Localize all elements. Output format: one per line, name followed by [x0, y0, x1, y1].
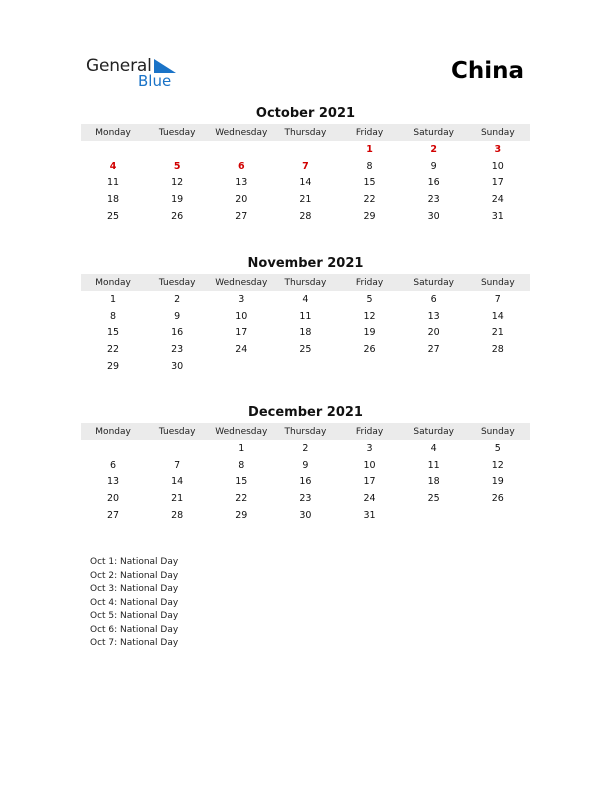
day-cell: 11: [107, 177, 120, 189]
day-cell: 5: [494, 442, 501, 454]
weekday-label: Wednesday: [215, 426, 268, 437]
holiday-day-cell: 3: [494, 143, 502, 155]
week-row: [81, 308, 530, 325]
holiday-note: Oct 2: National Day: [90, 570, 179, 581]
day-cell: 20: [235, 194, 248, 206]
holiday-day-cell: 7: [302, 160, 309, 172]
week-row: [81, 507, 530, 524]
day-cell: 31: [491, 211, 504, 223]
day-cell: 16: [427, 177, 440, 189]
day-cell: 19: [491, 476, 504, 488]
weekday-header-row: [81, 423, 530, 440]
calendar-october: [81, 106, 530, 225]
day-cell: 6: [110, 459, 117, 471]
day-cell: 18: [427, 476, 440, 488]
holiday-day-cell: 5: [173, 160, 181, 172]
calendar-december: [81, 405, 530, 524]
week-row: [81, 175, 530, 192]
day-cell: 9: [430, 160, 437, 172]
holiday-day-cell: 4: [109, 160, 117, 172]
holiday-note: Oct 5: National Day: [90, 611, 179, 621]
holiday-note: Oct 7: National Day: [90, 638, 179, 648]
day-cell: 17: [491, 177, 504, 189]
day-cell: 13: [427, 310, 440, 322]
week-row: [81, 158, 530, 175]
day-cell: 24: [491, 194, 504, 206]
day-cell: 12: [171, 177, 184, 189]
day-cell: 29: [107, 361, 120, 373]
day-cell: 3: [366, 442, 373, 454]
day-cell: 23: [299, 493, 312, 505]
brand-logo: [86, 56, 196, 92]
day-cell: 12: [363, 310, 376, 322]
holiday-day-cell: 2: [430, 143, 437, 155]
day-cell: 21: [171, 493, 184, 505]
day-cell: 1: [110, 293, 117, 305]
day-cell: 27: [107, 510, 120, 522]
day-cell: 28: [491, 344, 504, 356]
day-cell: 7: [174, 459, 181, 471]
day-cell: 9: [302, 459, 309, 471]
day-cell: 10: [235, 310, 248, 322]
weekday-label: Thursday: [284, 277, 327, 288]
day-cell: 13: [235, 177, 248, 189]
day-cell: 24: [363, 493, 376, 505]
day-cell: 18: [299, 327, 312, 339]
day-cell: 27: [235, 211, 248, 223]
logo-text-general: General: [86, 56, 152, 76]
day-cell: 15: [363, 177, 376, 189]
day-cell: 15: [235, 476, 248, 488]
holiday-day-cell: 6: [238, 160, 245, 172]
weekday-label: Tuesday: [158, 127, 196, 138]
weekday-label: Monday: [95, 127, 131, 138]
day-cell: 14: [491, 310, 504, 322]
day-cell: 8: [110, 310, 117, 322]
weekday-label: Thursday: [284, 127, 327, 138]
day-cell: 21: [491, 327, 504, 339]
week-row: [81, 440, 530, 457]
weekday-label: Friday: [355, 426, 384, 437]
day-cell: 19: [363, 327, 376, 339]
day-cell: 17: [235, 327, 248, 339]
weekday-label: Saturday: [413, 127, 454, 138]
weekday-label: Monday: [95, 426, 131, 437]
week-row: [81, 191, 530, 208]
day-cell: 23: [171, 344, 184, 356]
week-row: [81, 358, 530, 375]
day-cell: 31: [363, 510, 376, 522]
day-cell: 7: [494, 293, 501, 305]
day-cell: 14: [171, 476, 184, 488]
day-cell: 25: [427, 493, 440, 505]
holiday-notes: [90, 556, 178, 651]
month-title: December 2021: [248, 405, 363, 420]
weekday-label: Monday: [95, 277, 131, 288]
day-cell: 24: [235, 344, 248, 356]
day-cell: 11: [299, 310, 312, 322]
day-cell: 18: [107, 194, 120, 206]
day-cell: 21: [299, 194, 312, 206]
weekday-label: Wednesday: [215, 127, 268, 138]
day-cell: 2: [302, 442, 309, 454]
day-cell: 15: [107, 327, 120, 339]
weekday-label: Thursday: [284, 426, 327, 437]
day-cell: 12: [491, 459, 504, 471]
week-row: [81, 490, 530, 507]
day-cell: 28: [299, 211, 312, 223]
day-cell: 25: [299, 344, 312, 356]
day-cell: 29: [235, 510, 248, 522]
day-cell: 26: [363, 344, 376, 356]
day-cell: 4: [430, 442, 437, 454]
holiday-note: Oct 4: National Day: [90, 597, 179, 608]
week-row: [81, 208, 530, 225]
logo-text-blue: Blue: [138, 72, 172, 90]
week-row: [81, 141, 530, 158]
country-title: China: [450, 58, 524, 84]
day-cell: 25: [107, 211, 120, 223]
day-cell: 14: [299, 177, 312, 189]
day-cell: 23: [427, 194, 440, 206]
day-cell: 2: [174, 293, 181, 305]
day-cell: 8: [238, 459, 245, 471]
holiday-note: Oct 3: National Day: [90, 584, 179, 594]
day-cell: 9: [174, 310, 181, 322]
holiday-note: Oct 6: National Day: [90, 624, 179, 635]
week-row: [81, 341, 530, 358]
day-cell: 26: [491, 493, 504, 505]
weekday-label: Sunday: [480, 127, 515, 138]
weekday-label: Wednesday: [215, 277, 268, 288]
holiday-day-cell: 1: [366, 143, 373, 155]
day-cell: 30: [427, 211, 440, 223]
day-cell: 11: [427, 459, 440, 471]
day-cell: 16: [171, 327, 184, 339]
week-row: [81, 457, 530, 474]
weekday-header-row: [81, 124, 530, 141]
day-cell: 27: [427, 344, 440, 356]
weekday-header-row: [81, 274, 530, 291]
day-cell: 13: [107, 476, 120, 488]
day-cell: 22: [107, 344, 120, 356]
week-row: [81, 474, 530, 491]
day-cell: 30: [171, 361, 184, 373]
week-row: [81, 291, 530, 308]
calendar-november: [81, 256, 530, 375]
day-cell: 16: [299, 476, 312, 488]
weekday-label: Saturday: [413, 277, 454, 288]
month-title: November 2021: [247, 256, 364, 271]
weekday-label: Saturday: [413, 426, 454, 437]
weekday-label: Friday: [355, 127, 384, 138]
day-cell: 5: [366, 293, 373, 305]
day-cell: 20: [427, 327, 440, 339]
day-cell: 28: [171, 510, 184, 522]
day-cell: 19: [171, 194, 184, 206]
logo-triangle-icon: [154, 59, 176, 73]
day-cell: 3: [238, 293, 245, 305]
day-cell: 26: [171, 211, 184, 223]
day-cell: 17: [363, 476, 376, 488]
holiday-note: Oct 1: National Day: [90, 557, 179, 567]
day-cell: 20: [107, 493, 120, 505]
weekday-label: Sunday: [480, 277, 515, 288]
day-cell: 10: [363, 459, 376, 471]
weekday-label: Sunday: [480, 426, 515, 437]
day-cell: 6: [430, 293, 437, 305]
weekday-label: Tuesday: [158, 426, 196, 437]
day-cell: 22: [235, 493, 248, 505]
day-cell: 4: [302, 293, 309, 305]
month-title: October 2021: [255, 106, 356, 121]
week-row: [81, 325, 530, 342]
day-cell: 29: [363, 211, 376, 223]
day-cell: 1: [238, 442, 245, 454]
day-cell: 22: [363, 194, 376, 206]
weekday-label: Tuesday: [158, 277, 196, 288]
weekday-label: Friday: [355, 277, 384, 288]
day-cell: 10: [491, 160, 504, 172]
day-cell: 30: [299, 510, 312, 522]
day-cell: 8: [366, 160, 373, 172]
